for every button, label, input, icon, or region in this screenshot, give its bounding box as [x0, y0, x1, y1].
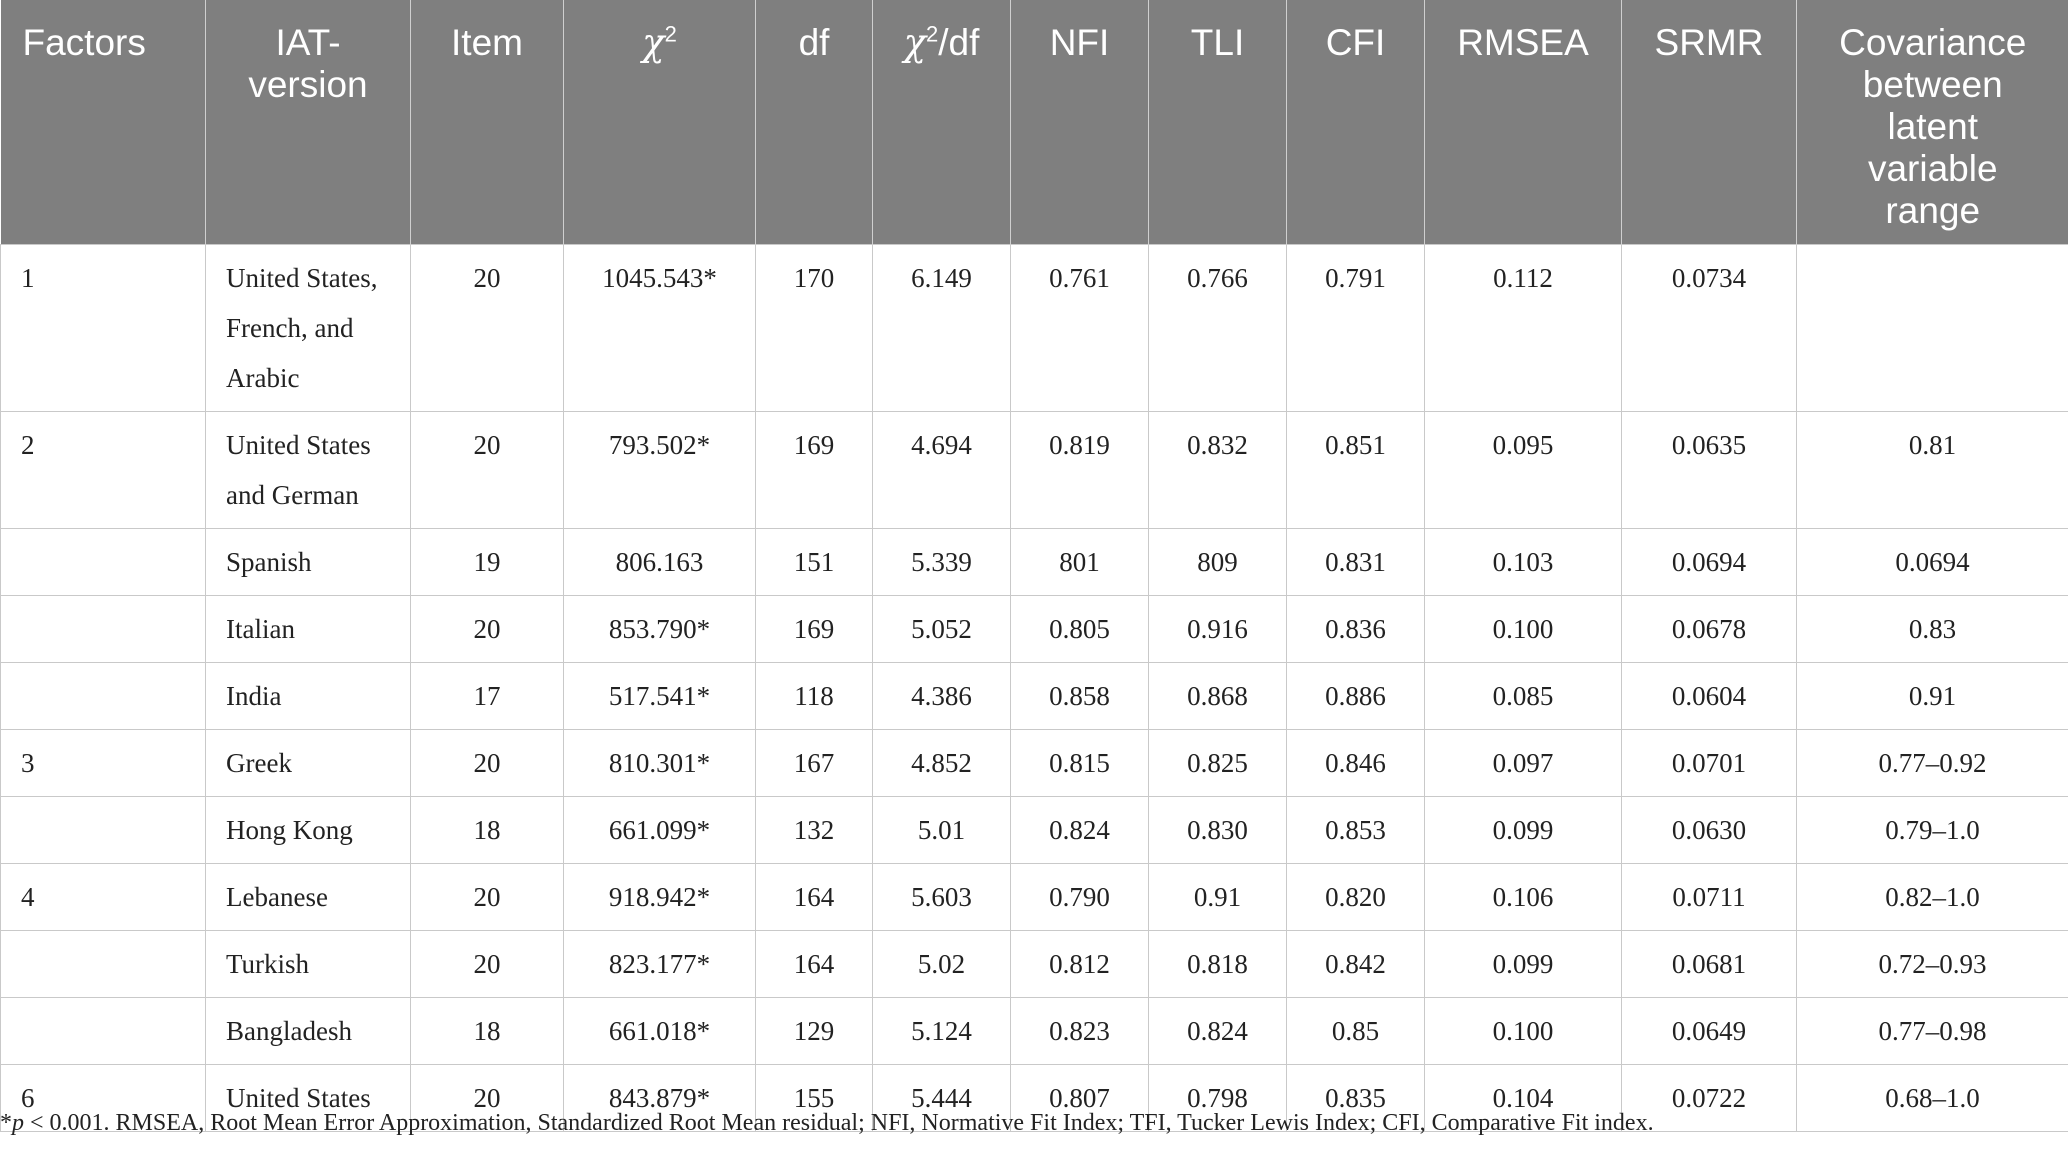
cell-factor: 3 [1, 730, 206, 797]
chi-df-superscript: 2 [926, 21, 939, 47]
cell-tli: 0.830 [1149, 797, 1287, 864]
cell-iat-version [206, 412, 411, 529]
cell-covariance: 0.79–1.0 [1797, 797, 2068, 864]
header-cov-line1: Covariance [1839, 22, 2027, 63]
cell-tli: 0.825 [1149, 730, 1287, 797]
cell-factor: 6 [1, 1065, 206, 1132]
cell-tli: 0.798 [1149, 1065, 1287, 1132]
cell-item: 20 [411, 864, 564, 931]
cell-srmr: 0.0678 [1622, 596, 1797, 663]
cell-item: 20 [411, 1065, 564, 1132]
header-rmsea: RMSEA [1425, 0, 1622, 245]
cell-tli: 0.818 [1149, 931, 1287, 998]
cell-tli: 0.832 [1149, 412, 1287, 529]
chi-df-suffix: /df [938, 22, 980, 63]
header-iat-version [206, 0, 411, 245]
cell-srmr: 0.0701 [1622, 730, 1797, 797]
version-line: and German [226, 480, 359, 510]
cell-df: 118 [756, 663, 873, 730]
cell-srmr: 0.0604 [1622, 663, 1797, 730]
cell-cfi: 0.835 [1287, 1065, 1425, 1132]
cell-nfi: 0.812 [1011, 931, 1149, 998]
cell-rmsea: 0.099 [1425, 797, 1622, 864]
cell-cfi: 0.853 [1287, 797, 1425, 864]
cell-iat-version: India [206, 663, 411, 730]
version-line: French, and [226, 313, 354, 343]
header-cov-line4: variable [1867, 148, 1998, 189]
cell-rmsea: 0.095 [1425, 412, 1622, 529]
cell-factor: 1 [1, 245, 206, 412]
cell-nfi: 0.823 [1011, 998, 1149, 1065]
cell-nfi: 0.819 [1011, 412, 1149, 529]
cell-cfi: 0.842 [1287, 931, 1425, 998]
cell-cfi: 0.846 [1287, 730, 1425, 797]
chi-symbol: χ [642, 21, 665, 64]
table-row [1, 931, 2068, 998]
table-row [1, 730, 2068, 797]
cell-nfi: 0.790 [1011, 864, 1149, 931]
cell-chi-square: 918.942* [564, 864, 756, 931]
header-covariance [1797, 0, 2068, 245]
cell-rmsea: 0.104 [1425, 1065, 1622, 1132]
cell-factor [1, 931, 206, 998]
header-row [1, 0, 2068, 245]
cell-factor: 2 [1, 412, 206, 529]
cell-df: 129 [756, 998, 873, 1065]
cell-chi-square: 810.301* [564, 730, 756, 797]
cell-iat-version: Bangladesh [206, 998, 411, 1065]
footnote-p: p [12, 1110, 24, 1136]
header-item: Item [411, 0, 564, 245]
cell-nfi: 0.858 [1011, 663, 1149, 730]
table-header [1, 0, 2068, 245]
cell-tli: 0.868 [1149, 663, 1287, 730]
table-row [1, 797, 2068, 864]
cell-chi-square-df: 5.052 [873, 596, 1011, 663]
cell-covariance: 0.77–0.92 [1797, 730, 2068, 797]
cell-chi-square: 517.541* [564, 663, 756, 730]
chi-superscript: 2 [664, 21, 677, 47]
cell-srmr: 0.0649 [1622, 998, 1797, 1065]
cell-covariance: 0.72–0.93 [1797, 931, 2068, 998]
cell-iat-version: Spanish [206, 529, 411, 596]
cell-chi-square-df: 5.02 [873, 931, 1011, 998]
cell-factor [1, 529, 206, 596]
cell-iat-version: Italian [206, 596, 411, 663]
cell-covariance: 0.77–0.98 [1797, 998, 2068, 1065]
header-df: df [756, 0, 873, 245]
cell-nfi: 0.761 [1011, 245, 1149, 412]
cell-chi-square-df: 4.694 [873, 412, 1011, 529]
cell-srmr: 0.0681 [1622, 931, 1797, 998]
table-footnote [0, 1108, 2068, 1138]
cell-iat-version: Greek [206, 730, 411, 797]
cell-covariance: 0.68–1.0 [1797, 1065, 2068, 1132]
cell-chi-square-df: 5.339 [873, 529, 1011, 596]
version-line: United States [226, 430, 371, 460]
cell-factor [1, 998, 206, 1065]
cell-rmsea: 0.097 [1425, 730, 1622, 797]
cell-chi-square: 806.163 [564, 529, 756, 596]
footnote-text: < 0.001. RMSEA, Root Mean Error Approximation, Standardized Root Mean residual; NFI, Normative Fit Index; TFI, Tucker Lewis Index; CFI, Comparative Fit index. [24, 1110, 1654, 1136]
cell-tli: 0.916 [1149, 596, 1287, 663]
cell-covariance: 0.83 [1797, 596, 2068, 663]
cell-df: 169 [756, 596, 873, 663]
header-chi-square [564, 0, 756, 245]
cell-chi-square-df: 4.852 [873, 730, 1011, 797]
chi-df-symbol: χ [903, 21, 927, 64]
cell-iat-version: Turkish [206, 931, 411, 998]
cell-iat-version: United States [206, 1065, 411, 1132]
cell-chi-square-df: 5.603 [873, 864, 1011, 931]
cell-cfi: 0.851 [1287, 412, 1425, 529]
cell-rmsea: 0.085 [1425, 663, 1622, 730]
cell-chi-square: 843.879* [564, 1065, 756, 1132]
cell-iat-version [206, 245, 411, 412]
version-line: Arabic [226, 363, 300, 393]
table-row [1, 663, 2068, 730]
cell-cfi: 0.831 [1287, 529, 1425, 596]
cell-rmsea: 0.100 [1425, 596, 1622, 663]
cell-cfi: 0.886 [1287, 663, 1425, 730]
cell-item: 20 [411, 596, 564, 663]
cell-srmr: 0.0635 [1622, 412, 1797, 529]
cell-rmsea: 0.106 [1425, 864, 1622, 931]
header-iat-line1: IAT- [275, 22, 341, 63]
cell-df: 170 [756, 245, 873, 412]
cell-tli: 0.91 [1149, 864, 1287, 931]
cell-df: 155 [756, 1065, 873, 1132]
cell-chi-square-df: 6.149 [873, 245, 1011, 412]
cell-factor [1, 663, 206, 730]
cell-item: 17 [411, 663, 564, 730]
cell-srmr: 0.0722 [1622, 1065, 1797, 1132]
table-row [1, 998, 2068, 1065]
table-row [1, 412, 2068, 529]
cell-rmsea: 0.112 [1425, 245, 1622, 412]
cell-df: 164 [756, 864, 873, 931]
table-body [1, 245, 2068, 1132]
cell-covariance [1797, 245, 2068, 412]
cell-iat-version: Lebanese [206, 864, 411, 931]
cell-item: 18 [411, 797, 564, 864]
cell-tli: 0.766 [1149, 245, 1287, 412]
header-chi-square-df [873, 0, 1011, 245]
cell-df: 164 [756, 931, 873, 998]
cell-covariance: 0.81 [1797, 412, 2068, 529]
header-cfi: CFI [1287, 0, 1425, 245]
cell-cfi: 0.836 [1287, 596, 1425, 663]
cell-item: 20 [411, 730, 564, 797]
cell-chi-square-df: 5.01 [873, 797, 1011, 864]
header-cov-line5: range [1885, 190, 1981, 231]
cell-covariance: 0.82–1.0 [1797, 864, 2068, 931]
cell-chi-square-df: 5.124 [873, 998, 1011, 1065]
cell-factor [1, 797, 206, 864]
header-factors: Factors [1, 0, 206, 245]
cell-nfi: 801 [1011, 529, 1149, 596]
cell-rmsea: 0.100 [1425, 998, 1622, 1065]
cell-srmr: 0.0711 [1622, 864, 1797, 931]
cell-factor [1, 596, 206, 663]
cell-nfi: 0.807 [1011, 1065, 1149, 1132]
version-line: United States, [226, 263, 378, 293]
table-row [1, 596, 2068, 663]
cell-df: 169 [756, 412, 873, 529]
cell-srmr: 0.0694 [1622, 529, 1797, 596]
cell-rmsea: 0.099 [1425, 931, 1622, 998]
header-srmr: SRMR [1622, 0, 1797, 245]
cell-srmr: 0.0630 [1622, 797, 1797, 864]
cell-covariance: 0.91 [1797, 663, 2068, 730]
cell-chi-square: 1045.543* [564, 245, 756, 412]
cell-item: 19 [411, 529, 564, 596]
footnote-star: * [0, 1110, 12, 1136]
cell-nfi: 0.805 [1011, 596, 1149, 663]
cell-tli: 0.824 [1149, 998, 1287, 1065]
header-cov-line3: latent [1887, 106, 1978, 147]
cell-chi-square: 661.099* [564, 797, 756, 864]
cell-item: 18 [411, 998, 564, 1065]
table-row [1, 864, 2068, 931]
cell-nfi: 0.815 [1011, 730, 1149, 797]
cell-chi-square: 793.502* [564, 412, 756, 529]
cell-item: 20 [411, 245, 564, 412]
cell-df: 151 [756, 529, 873, 596]
cell-rmsea: 0.103 [1425, 529, 1622, 596]
cell-df: 132 [756, 797, 873, 864]
header-cov-line2: between [1862, 64, 2003, 105]
cell-chi-square-df: 5.444 [873, 1065, 1011, 1132]
cell-chi-square: 823.177* [564, 931, 756, 998]
cell-factor: 4 [1, 864, 206, 931]
cell-nfi: 0.824 [1011, 797, 1149, 864]
cell-chi-square: 661.018* [564, 998, 756, 1065]
cell-tli: 809 [1149, 529, 1287, 596]
cell-df: 167 [756, 730, 873, 797]
cell-cfi: 0.85 [1287, 998, 1425, 1065]
cell-cfi: 0.820 [1287, 864, 1425, 931]
cell-chi-square: 853.790* [564, 596, 756, 663]
cell-srmr: 0.0734 [1622, 245, 1797, 412]
header-nfi: NFI [1011, 0, 1149, 245]
cell-covariance: 0.0694 [1797, 529, 2068, 596]
cell-item: 20 [411, 931, 564, 998]
header-iat-line2: version [248, 64, 368, 105]
table-row [1, 245, 2068, 412]
table-row [1, 529, 2068, 596]
cell-item: 20 [411, 412, 564, 529]
cell-iat-version: Hong Kong [206, 797, 411, 864]
cell-cfi: 0.791 [1287, 245, 1425, 412]
header-tli: TLI [1149, 0, 1287, 245]
cell-chi-square-df: 4.386 [873, 663, 1011, 730]
